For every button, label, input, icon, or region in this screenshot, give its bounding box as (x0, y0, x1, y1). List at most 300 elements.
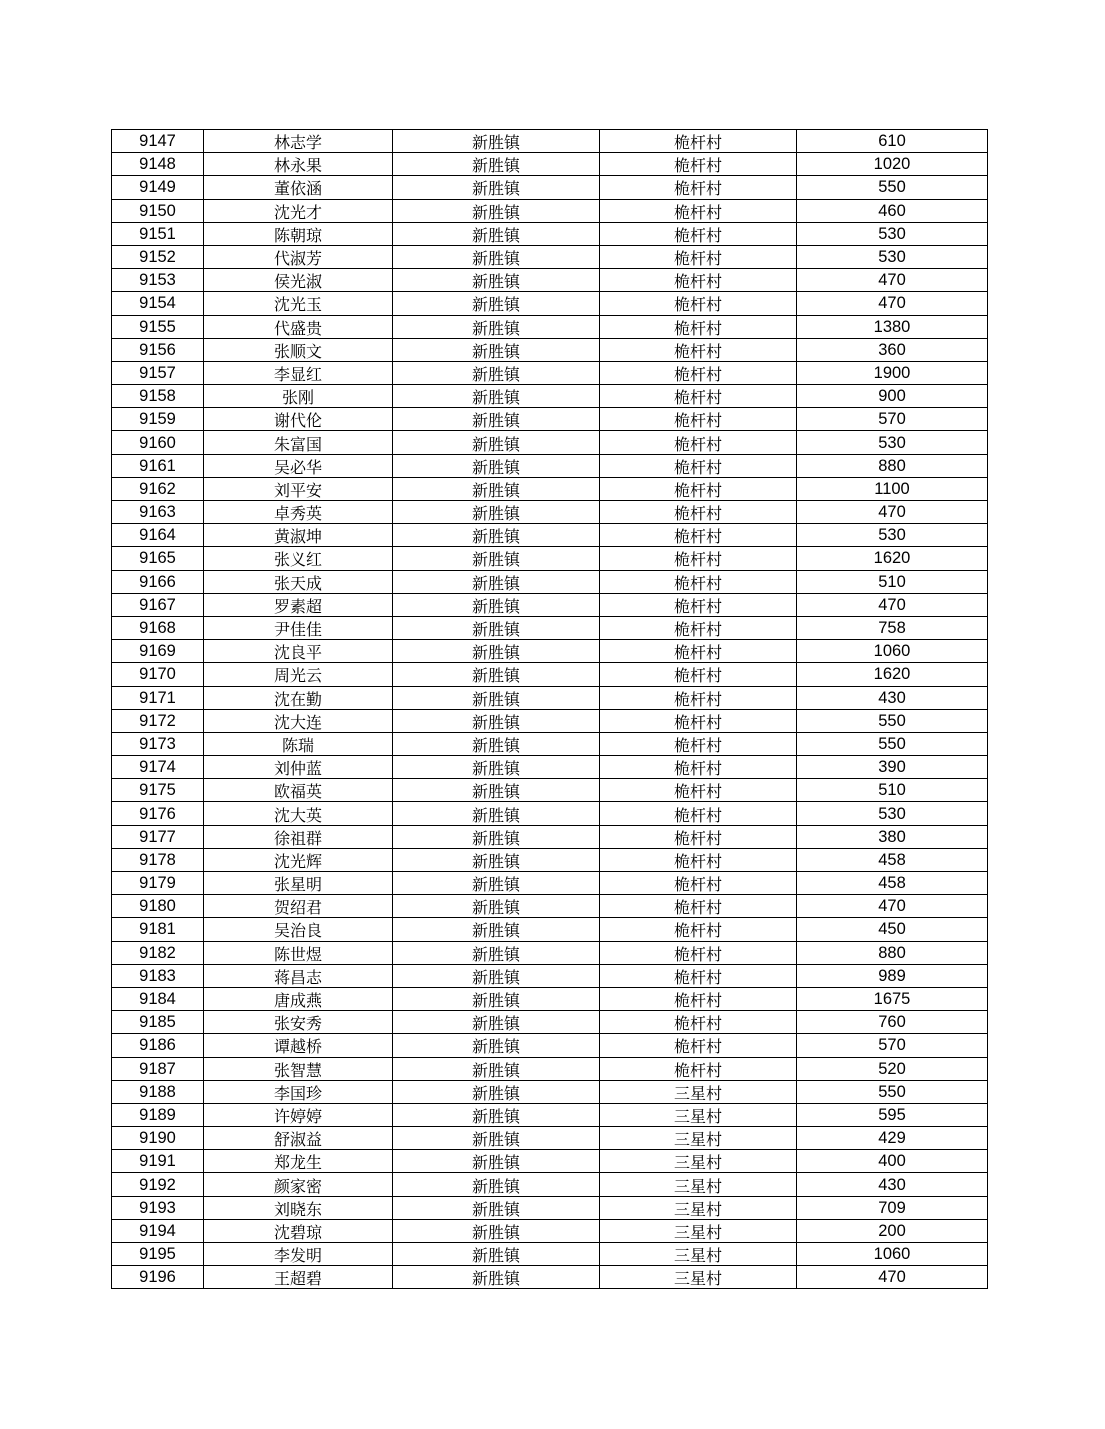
table-row (112, 663, 988, 686)
cell-village: 桅杆村 (600, 338, 797, 361)
cell-village: 三星村 (600, 1219, 797, 1242)
cell-amount: 1100 (797, 477, 988, 500)
cell-village: 桅杆村 (600, 222, 797, 245)
table-row (112, 269, 988, 292)
cell-name: 张安秀 (204, 1011, 393, 1034)
cell-id: 9173 (112, 732, 204, 755)
cell-name: 张刚 (204, 385, 393, 408)
cell-town: 新胜镇 (393, 269, 600, 292)
cell-name: 王超碧 (204, 1266, 393, 1289)
cell-town: 新胜镇 (393, 547, 600, 570)
cell-amount: 458 (797, 872, 988, 895)
table-row (112, 1196, 988, 1219)
cell-town: 新胜镇 (393, 338, 600, 361)
cell-amount: 390 (797, 756, 988, 779)
cell-village: 桅杆村 (600, 269, 797, 292)
cell-amount: 429 (797, 1127, 988, 1150)
table-row (112, 454, 988, 477)
cell-village: 桅杆村 (600, 616, 797, 639)
table-row (112, 593, 988, 616)
cell-town: 新胜镇 (393, 686, 600, 709)
cell-amount: 550 (797, 709, 988, 732)
cell-town: 新胜镇 (393, 1196, 600, 1219)
cell-village: 桅杆村 (600, 477, 797, 500)
cell-id: 9160 (112, 431, 204, 454)
cell-town: 新胜镇 (393, 964, 600, 987)
table-row (112, 1057, 988, 1080)
cell-town: 新胜镇 (393, 1011, 600, 1034)
cell-amount: 758 (797, 616, 988, 639)
cell-village: 桅杆村 (600, 1011, 797, 1034)
cell-name: 张顺文 (204, 338, 393, 361)
cell-town: 新胜镇 (393, 385, 600, 408)
table-row (112, 292, 988, 315)
cell-id: 9184 (112, 987, 204, 1010)
cell-town: 新胜镇 (393, 361, 600, 384)
cell-name: 张星明 (204, 872, 393, 895)
cell-name: 张天成 (204, 570, 393, 593)
table-row (112, 176, 988, 199)
table-row (112, 1127, 988, 1150)
cell-name: 舒淑益 (204, 1127, 393, 1150)
cell-town: 新胜镇 (393, 477, 600, 500)
cell-name: 谢代伦 (204, 408, 393, 431)
table-row (112, 222, 988, 245)
cell-amount: 460 (797, 199, 988, 222)
cell-id: 9172 (112, 709, 204, 732)
cell-town: 新胜镇 (393, 524, 600, 547)
cell-id: 9153 (112, 269, 204, 292)
cell-town: 新胜镇 (393, 779, 600, 802)
table-row (112, 547, 988, 570)
cell-amount: 1060 (797, 640, 988, 663)
cell-name: 黄淑坤 (204, 524, 393, 547)
table-row (112, 1150, 988, 1173)
cell-village: 桅杆村 (600, 199, 797, 222)
cell-amount: 570 (797, 1034, 988, 1057)
cell-id: 9154 (112, 292, 204, 315)
cell-amount: 470 (797, 269, 988, 292)
cell-id: 9174 (112, 756, 204, 779)
cell-id: 9156 (112, 338, 204, 361)
cell-name: 陈瑞 (204, 732, 393, 755)
table-row (112, 245, 988, 268)
cell-town: 新胜镇 (393, 222, 600, 245)
cell-village: 三星村 (600, 1103, 797, 1126)
cell-amount: 550 (797, 732, 988, 755)
cell-id: 9182 (112, 941, 204, 964)
cell-village: 桅杆村 (600, 130, 797, 153)
cell-id: 9149 (112, 176, 204, 199)
cell-name: 吴必华 (204, 454, 393, 477)
cell-town: 新胜镇 (393, 570, 600, 593)
cell-village: 桅杆村 (600, 872, 797, 895)
cell-village: 桅杆村 (600, 361, 797, 384)
cell-village: 桅杆村 (600, 501, 797, 524)
table-row (112, 895, 988, 918)
cell-id: 9176 (112, 802, 204, 825)
cell-amount: 458 (797, 848, 988, 871)
table-row (112, 686, 988, 709)
cell-town: 新胜镇 (393, 501, 600, 524)
cell-village: 桅杆村 (600, 964, 797, 987)
cell-id: 9185 (112, 1011, 204, 1034)
cell-amount: 380 (797, 825, 988, 848)
cell-village: 三星村 (600, 1196, 797, 1219)
cell-name: 沈在勤 (204, 686, 393, 709)
cell-amount: 1620 (797, 663, 988, 686)
cell-town: 新胜镇 (393, 130, 600, 153)
cell-town: 新胜镇 (393, 408, 600, 431)
cell-amount: 1620 (797, 547, 988, 570)
cell-amount: 430 (797, 1173, 988, 1196)
cell-amount: 510 (797, 570, 988, 593)
cell-amount: 760 (797, 1011, 988, 1034)
cell-village: 桅杆村 (600, 593, 797, 616)
cell-name: 董依涵 (204, 176, 393, 199)
cell-amount: 570 (797, 408, 988, 431)
cell-amount: 450 (797, 918, 988, 941)
cell-town: 新胜镇 (393, 292, 600, 315)
cell-id: 9187 (112, 1057, 204, 1080)
cell-id: 9193 (112, 1196, 204, 1219)
cell-town: 新胜镇 (393, 663, 600, 686)
cell-id: 9177 (112, 825, 204, 848)
cell-village: 桅杆村 (600, 408, 797, 431)
cell-id: 9152 (112, 245, 204, 268)
cell-town: 新胜镇 (393, 756, 600, 779)
cell-village: 桅杆村 (600, 547, 797, 570)
cell-name: 沈光玉 (204, 292, 393, 315)
cell-village: 桅杆村 (600, 848, 797, 871)
cell-amount: 900 (797, 385, 988, 408)
table-row (112, 872, 988, 895)
cell-town: 新胜镇 (393, 941, 600, 964)
cell-amount: 530 (797, 245, 988, 268)
table-row (112, 1103, 988, 1126)
table-row (112, 1243, 988, 1266)
cell-name: 许婷婷 (204, 1103, 393, 1126)
cell-village: 三星村 (600, 1266, 797, 1289)
cell-village: 桅杆村 (600, 1034, 797, 1057)
cell-id: 9151 (112, 222, 204, 245)
cell-id: 9194 (112, 1219, 204, 1242)
cell-name: 沈大连 (204, 709, 393, 732)
cell-name: 张义红 (204, 547, 393, 570)
cell-name: 刘晓东 (204, 1196, 393, 1219)
cell-name: 欧福英 (204, 779, 393, 802)
cell-name: 林志学 (204, 130, 393, 153)
cell-id: 9188 (112, 1080, 204, 1103)
cell-village: 桅杆村 (600, 245, 797, 268)
table-row (112, 153, 988, 176)
cell-amount: 520 (797, 1057, 988, 1080)
cell-name: 张智慧 (204, 1057, 393, 1080)
cell-village: 桅杆村 (600, 524, 797, 547)
cell-id: 9189 (112, 1103, 204, 1126)
cell-amount: 709 (797, 1196, 988, 1219)
table-row (112, 964, 988, 987)
table-row (112, 338, 988, 361)
cell-village: 桅杆村 (600, 431, 797, 454)
cell-id: 9190 (112, 1127, 204, 1150)
cell-id: 9175 (112, 779, 204, 802)
cell-id: 9195 (112, 1243, 204, 1266)
cell-name: 代盛贵 (204, 315, 393, 338)
cell-id: 9167 (112, 593, 204, 616)
cell-amount: 530 (797, 802, 988, 825)
table-row (112, 640, 988, 663)
table-row (112, 756, 988, 779)
cell-amount: 470 (797, 593, 988, 616)
cell-id: 9163 (112, 501, 204, 524)
cell-town: 新胜镇 (393, 1266, 600, 1289)
table-row (112, 1011, 988, 1034)
cell-village: 桅杆村 (600, 570, 797, 593)
cell-village: 桅杆村 (600, 987, 797, 1010)
cell-town: 新胜镇 (393, 1080, 600, 1103)
cell-village: 三星村 (600, 1150, 797, 1173)
cell-village: 桅杆村 (600, 385, 797, 408)
cell-name: 代淑芳 (204, 245, 393, 268)
cell-name: 贺绍君 (204, 895, 393, 918)
cell-name: 颜家密 (204, 1173, 393, 1196)
cell-village: 桅杆村 (600, 640, 797, 663)
table-row (112, 1266, 988, 1289)
table-body (112, 130, 988, 1289)
cell-name: 徐祖群 (204, 825, 393, 848)
cell-town: 新胜镇 (393, 593, 600, 616)
table-row (112, 732, 988, 755)
cell-name: 吴治良 (204, 918, 393, 941)
cell-amount: 1380 (797, 315, 988, 338)
cell-name: 卓秀英 (204, 501, 393, 524)
cell-id: 9158 (112, 385, 204, 408)
cell-town: 新胜镇 (393, 640, 600, 663)
cell-town: 新胜镇 (393, 153, 600, 176)
cell-name: 罗素超 (204, 593, 393, 616)
cell-amount: 550 (797, 176, 988, 199)
cell-name: 唐成燕 (204, 987, 393, 1010)
cell-amount: 510 (797, 779, 988, 802)
cell-name: 李显红 (204, 361, 393, 384)
cell-name: 郑龙生 (204, 1150, 393, 1173)
cell-town: 新胜镇 (393, 825, 600, 848)
cell-amount: 550 (797, 1080, 988, 1103)
cell-town: 新胜镇 (393, 1034, 600, 1057)
cell-name: 刘平安 (204, 477, 393, 500)
cell-id: 9159 (112, 408, 204, 431)
table-row (112, 130, 988, 153)
cell-id: 9168 (112, 616, 204, 639)
table-row (112, 802, 988, 825)
cell-village: 桅杆村 (600, 732, 797, 755)
cell-name: 谭越桥 (204, 1034, 393, 1057)
table-row (112, 361, 988, 384)
cell-name: 李发明 (204, 1243, 393, 1266)
cell-town: 新胜镇 (393, 1173, 600, 1196)
table-row (112, 987, 988, 1010)
cell-village: 桅杆村 (600, 454, 797, 477)
cell-id: 9192 (112, 1173, 204, 1196)
cell-amount: 470 (797, 501, 988, 524)
cell-amount: 610 (797, 130, 988, 153)
cell-town: 新胜镇 (393, 709, 600, 732)
cell-village: 桅杆村 (600, 153, 797, 176)
cell-village: 桅杆村 (600, 895, 797, 918)
cell-town: 新胜镇 (393, 431, 600, 454)
data-table (111, 129, 988, 1289)
table-row (112, 848, 988, 871)
table-row (112, 1219, 988, 1242)
table-row (112, 825, 988, 848)
cell-name: 陈世煜 (204, 941, 393, 964)
cell-town: 新胜镇 (393, 987, 600, 1010)
cell-town: 新胜镇 (393, 1127, 600, 1150)
cell-id: 9157 (112, 361, 204, 384)
table-row (112, 315, 988, 338)
table-row (112, 570, 988, 593)
table-row (112, 524, 988, 547)
cell-id: 9170 (112, 663, 204, 686)
cell-id: 9180 (112, 895, 204, 918)
cell-village: 桅杆村 (600, 779, 797, 802)
cell-amount: 200 (797, 1219, 988, 1242)
cell-village: 三星村 (600, 1173, 797, 1196)
cell-amount: 400 (797, 1150, 988, 1173)
table-row (112, 779, 988, 802)
cell-id: 9191 (112, 1150, 204, 1173)
cell-id: 9183 (112, 964, 204, 987)
cell-village: 三星村 (600, 1080, 797, 1103)
cell-amount: 1675 (797, 987, 988, 1010)
cell-id: 9150 (112, 199, 204, 222)
cell-name: 刘仲蓝 (204, 756, 393, 779)
cell-amount: 880 (797, 454, 988, 477)
cell-amount: 470 (797, 1266, 988, 1289)
table-row (112, 431, 988, 454)
cell-village: 三星村 (600, 1243, 797, 1266)
table-row (112, 408, 988, 431)
cell-town: 新胜镇 (393, 848, 600, 871)
cell-name: 朱富国 (204, 431, 393, 454)
cell-village: 桅杆村 (600, 709, 797, 732)
table-row (112, 199, 988, 222)
cell-amount: 989 (797, 964, 988, 987)
cell-id: 9165 (112, 547, 204, 570)
cell-village: 桅杆村 (600, 756, 797, 779)
cell-town: 新胜镇 (393, 1150, 600, 1173)
cell-amount: 1020 (797, 153, 988, 176)
cell-town: 新胜镇 (393, 1243, 600, 1266)
cell-village: 桅杆村 (600, 918, 797, 941)
cell-town: 新胜镇 (393, 918, 600, 941)
cell-name: 侯光淑 (204, 269, 393, 292)
cell-name: 李国珍 (204, 1080, 393, 1103)
table-row (112, 941, 988, 964)
cell-name: 沈光才 (204, 199, 393, 222)
cell-town: 新胜镇 (393, 895, 600, 918)
cell-amount: 360 (797, 338, 988, 361)
cell-id: 9171 (112, 686, 204, 709)
cell-name: 沈碧琼 (204, 1219, 393, 1242)
cell-name: 林永果 (204, 153, 393, 176)
cell-id: 9164 (112, 524, 204, 547)
cell-town: 新胜镇 (393, 1057, 600, 1080)
table-row (112, 709, 988, 732)
cell-village: 桅杆村 (600, 802, 797, 825)
cell-town: 新胜镇 (393, 245, 600, 268)
cell-name: 尹佳佳 (204, 616, 393, 639)
cell-town: 新胜镇 (393, 732, 600, 755)
cell-id: 9147 (112, 130, 204, 153)
cell-name: 蒋昌志 (204, 964, 393, 987)
cell-village: 桅杆村 (600, 663, 797, 686)
cell-amount: 1060 (797, 1243, 988, 1266)
cell-amount: 470 (797, 292, 988, 315)
cell-town: 新胜镇 (393, 616, 600, 639)
cell-amount: 430 (797, 686, 988, 709)
cell-village: 桅杆村 (600, 825, 797, 848)
cell-name: 沈良平 (204, 640, 393, 663)
cell-amount: 530 (797, 524, 988, 547)
table-row (112, 616, 988, 639)
table-row (112, 477, 988, 500)
cell-id: 9148 (112, 153, 204, 176)
table-row (112, 918, 988, 941)
table-row (112, 1173, 988, 1196)
cell-town: 新胜镇 (393, 802, 600, 825)
cell-village: 桅杆村 (600, 1057, 797, 1080)
cell-id: 9196 (112, 1266, 204, 1289)
table-row (112, 501, 988, 524)
cell-town: 新胜镇 (393, 454, 600, 477)
cell-town: 新胜镇 (393, 176, 600, 199)
cell-id: 9181 (112, 918, 204, 941)
cell-village: 桅杆村 (600, 315, 797, 338)
cell-id: 9162 (112, 477, 204, 500)
cell-id: 9166 (112, 570, 204, 593)
table-row (112, 1034, 988, 1057)
table-row (112, 385, 988, 408)
cell-id: 9178 (112, 848, 204, 871)
cell-village: 桅杆村 (600, 941, 797, 964)
table-row (112, 1080, 988, 1103)
cell-id: 9155 (112, 315, 204, 338)
cell-town: 新胜镇 (393, 315, 600, 338)
cell-village: 桅杆村 (600, 176, 797, 199)
cell-id: 9169 (112, 640, 204, 663)
cell-amount: 530 (797, 222, 988, 245)
cell-village: 桅杆村 (600, 292, 797, 315)
cell-name: 沈光辉 (204, 848, 393, 871)
cell-amount: 1900 (797, 361, 988, 384)
cell-name: 陈朝琼 (204, 222, 393, 245)
cell-town: 新胜镇 (393, 199, 600, 222)
cell-name: 周光云 (204, 663, 393, 686)
cell-town: 新胜镇 (393, 1103, 600, 1126)
cell-id: 9161 (112, 454, 204, 477)
cell-town: 新胜镇 (393, 872, 600, 895)
cell-village: 桅杆村 (600, 686, 797, 709)
cell-amount: 530 (797, 431, 988, 454)
cell-name: 沈大英 (204, 802, 393, 825)
cell-id: 9186 (112, 1034, 204, 1057)
cell-id: 9179 (112, 872, 204, 895)
cell-town: 新胜镇 (393, 1219, 600, 1242)
cell-amount: 880 (797, 941, 988, 964)
cell-amount: 595 (797, 1103, 988, 1126)
